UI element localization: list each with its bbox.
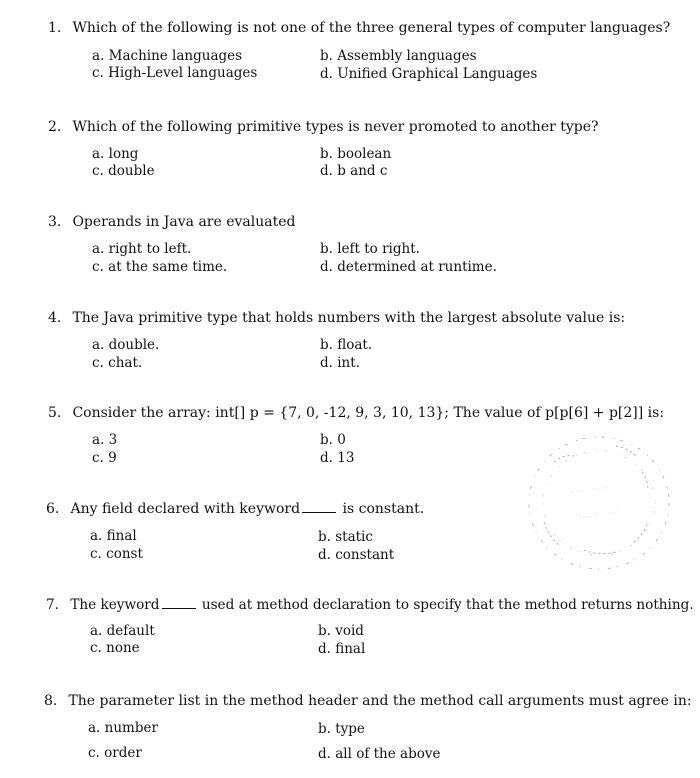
option-a: a. double. xyxy=(92,337,160,353)
option-d: d. determined at runtime. xyxy=(320,259,497,275)
option-b: b. float. xyxy=(320,337,373,353)
option-a: a. 3 xyxy=(92,432,118,448)
question-body-start: The keyword xyxy=(70,597,160,613)
option-c: c. order xyxy=(88,745,142,761)
question-body-start: Any field declared with keyword xyxy=(70,501,301,517)
answer-blank xyxy=(302,501,336,513)
option-d: d. Unified Graphical Languages xyxy=(320,66,538,82)
question-body: Consider the array: int[] p = {7, 0, -12, 9, 3, 10, 13}; The value of p[p[6] + p[2]] is: xyxy=(72,405,665,421)
question-number: 6. xyxy=(46,501,60,517)
option-b: b. void xyxy=(318,623,364,639)
question-body-end: is constant. xyxy=(342,501,425,517)
question-number: 3. xyxy=(48,214,62,230)
option-b: b. boolean xyxy=(320,146,392,162)
question-number: 4. xyxy=(48,310,62,326)
question-body: Which of the following is not one of the three general types of computer languages? xyxy=(72,20,671,36)
option-d: d. 13 xyxy=(320,450,355,466)
option-d: d. b and c xyxy=(320,163,388,179)
option-b: b. static xyxy=(318,529,373,545)
question-number: 7. xyxy=(46,597,59,613)
option-a: a. default xyxy=(90,623,155,639)
question-5-text xyxy=(48,405,664,421)
option-c: c. at the same time. xyxy=(92,259,228,275)
option-d: d. int. xyxy=(320,355,360,371)
option-b: b. left to right. xyxy=(320,241,420,257)
option-a: a. final xyxy=(90,528,137,544)
question-body-end: used at method declaration to specify that the method returns nothing. xyxy=(201,597,694,613)
question-body: The parameter list in the method header and the method call arguments must agree in: xyxy=(68,693,692,709)
option-a: a. right to left. xyxy=(92,241,192,257)
question-body: The Java primitive type that holds numbers with the largest absolute value is: xyxy=(72,310,626,326)
question-1-text xyxy=(48,20,670,36)
question-2-text xyxy=(48,119,599,135)
question-4-text xyxy=(48,310,625,326)
question-6-text xyxy=(46,501,424,517)
question-number: 8. xyxy=(44,693,58,709)
option-c: c. High-Level languages xyxy=(92,65,258,81)
question-number: 1. xyxy=(48,20,62,36)
question-8-text xyxy=(44,693,692,709)
option-c: c. none xyxy=(90,640,140,656)
option-c: c. double xyxy=(92,163,155,179)
question-7-text xyxy=(46,597,694,613)
option-c: c. chat. xyxy=(92,355,143,371)
faded-stamp-seal xyxy=(524,432,674,574)
option-c: c. 9 xyxy=(92,450,117,466)
option-b: b. 0 xyxy=(320,432,346,448)
option-b: b. Assembly languages xyxy=(320,48,477,64)
option-c: c. const xyxy=(90,546,143,562)
option-a: a. number xyxy=(88,720,158,736)
option-d: d. all of the above xyxy=(318,746,441,762)
question-body: Operands in Java are evaluated xyxy=(72,214,296,230)
question-number: 5. xyxy=(48,405,62,421)
question-number: 2. xyxy=(48,119,62,135)
option-b: b. type xyxy=(318,721,365,737)
option-a: a. long xyxy=(92,146,139,162)
question-body: Which of the following primitive types is never promoted to another type? xyxy=(72,119,599,135)
option-d: d. constant xyxy=(318,547,395,563)
option-a: a. Machine languages xyxy=(92,48,243,64)
option-d: d. final xyxy=(318,641,366,657)
question-3-text xyxy=(48,214,295,230)
answer-blank xyxy=(162,597,196,609)
